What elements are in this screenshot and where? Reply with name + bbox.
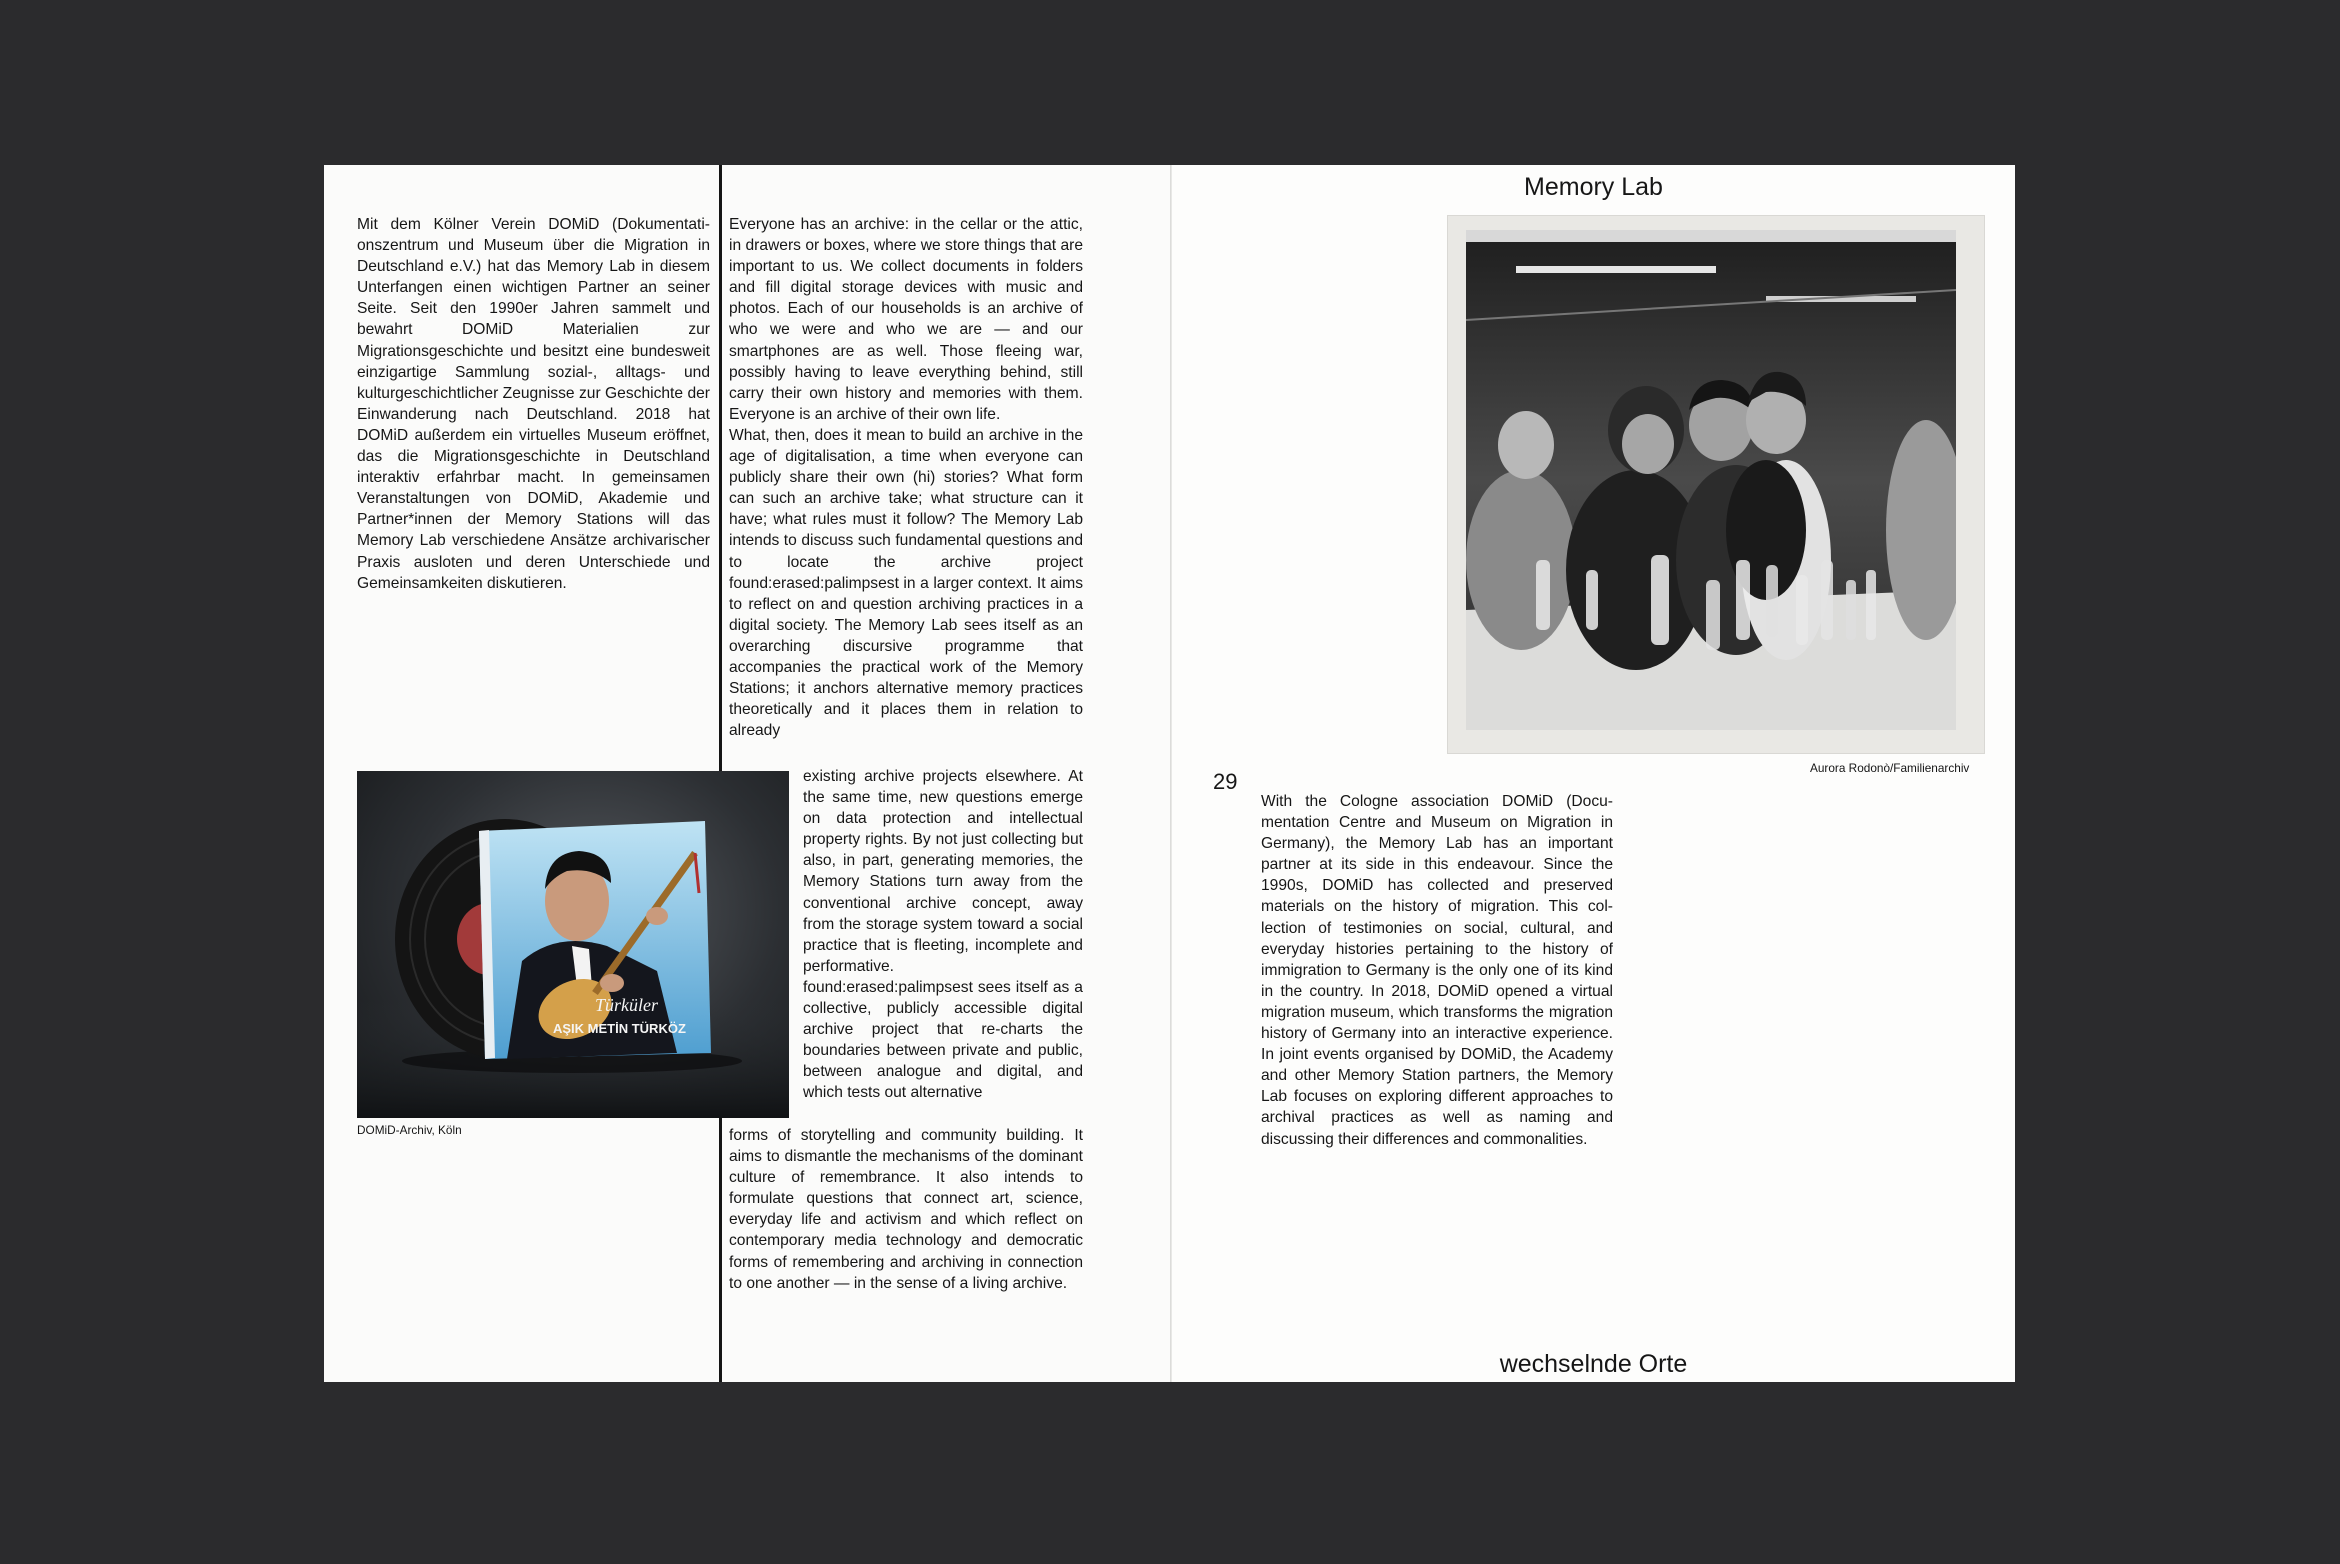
record-photo-caption: DOMiD-Archiv, Köln [357, 1123, 462, 1137]
english-text-column-wrap [803, 766, 1083, 1104]
german-paragraph: Mit dem Kölner Verein DOMiD (Dokumentationszentrum und Museum über die Migration in Deutschland e.V.) hat das Memory Lab in diesem Unterfangen einen wichtigen Partner an seiner Seite. Seit den 1990er Jahren sammelt und bewahrt DOMiD Materialien zur Migrationsgeschichte und besitzt eine bundesweit einzigartige Sammlung sozial-, alltags- und kulturgeschichtlicher Zeugnisse zur Geschichte der Einwanderung nach Deutschland. 2018 hat DOMiD außerdem ein virtuelles Museum eröffnet, das die Migrationsgeschichte in Deutschland interaktiv erfahrbar macht. In gemeinsamen Veranstaltungen von DOMiD, Akademie und Partner*innen der Memory Stations will das Memory Lab verschiedene Ansätze archivarischer Praxis ausloten und deren Unterschiede und Gemeinsamkeiten diskutieren. [357, 216, 710, 592]
english-text-column-bottom [729, 1125, 1083, 1294]
family-photo-caption: Aurora Rodonò/Familienarchiv [1810, 761, 1970, 775]
family-photo-image [1466, 230, 1956, 730]
family-photo-illustration [1466, 230, 1956, 730]
record-photo [357, 771, 789, 1118]
record-illustration [357, 771, 789, 1118]
family-photo [1448, 216, 1984, 753]
english-paragraph-2-cont: existing archive projects elsewhere. At the same time, new questions emerge on data protection and intellectual property rights. By not just collecting but also, in part, generating memories, the Memory Stations turn away from the conventional archive concept, away from the storage system toward a social practice that is fleeting, incomplete and performative. [803, 768, 1083, 975]
english-paragraph-3: found:erased:palimpsest sees itself as a collective, publicly accessible digital archive project that re-charts the boundaries between private and public, between analogue and digital, and which tests out alternative [803, 978, 1083, 1102]
page-title: Memory Lab [1524, 173, 1663, 201]
sleeve-script-text: Türküler [595, 995, 658, 1015]
right-paragraph: With the Cologne association DOMiD (Documentation Centre and Museum on Migration in Germany), the Memory Lab has an important partner at its side in this endeavour. Since the 1990s, DOMiD has collected and preserved materials on the history of migration. This collection of testimonies on social, cultural, and everyday histories pertaining to the history of immigration to Germany is the only one of its kind in the country. In 2018, DOMiD opened a virtual migration museum, which transforms the migration history of Germany into an interactive experience. In joint events organised by DOMiD, the Academy and other Memory Station partners, the Memory Lab focuses on exploring different approaches to archival practices as well as naming and discussing their differences and commonalities. [1261, 793, 1613, 1148]
right-text-column [1261, 791, 1613, 1150]
running-footer-title: wechselnde Orte [1499, 1350, 1688, 1378]
english-paragraph-3-cont: forms of storytelling and community building. It aims to dismantle the mechanisms of the dominant culture of remembrance. It also intends to formulate questions that connect art, science, everyday life and activism and which reflect on contemporary media technology and democratic forms of remembering and archiving in connection to one another — in the sense of a living archive. [729, 1127, 1083, 1292]
german-text-column [357, 214, 710, 594]
english-paragraph-1: Everyone has an archive: in the cellar or the attic, in drawers or boxes, where we store things that are important to us. We collect documents in folders and fill digital storage devices with music and photos. Each of our households is an archive of who we were and who we are — and our smartphones are as well. Those fleeing war, possibly having to leave everything behind, still carry their own history and memories with them. Everyone is an archive of their own life. [729, 216, 1083, 423]
page-number: 29 [1213, 769, 1238, 794]
english-text-column-top [729, 214, 1083, 741]
sleeve-artist-name: AŞIK METİN TÜRKÖZ [553, 1021, 686, 1036]
english-paragraph-2: What, then, does it mean to build an archive in the age of digitalisation, a time when everyone can publicly share their own (hi) stories? What form can such an archive take; what structure can it have; what rules must it follow? The Memory Lab intends to discuss such fundamental questions and to locate the archive project found:erased:palimpsest in a larger context. It aims to reflect on and question archiving practices in a digital society. The Memory Lab sees itself as an overarching discursive programme that accompanies the practical work of the Memory Stations; it anchors alternative memory practices theoretically and it places them in relation to already [729, 426, 1083, 740]
book-spine [1170, 165, 1172, 1382]
